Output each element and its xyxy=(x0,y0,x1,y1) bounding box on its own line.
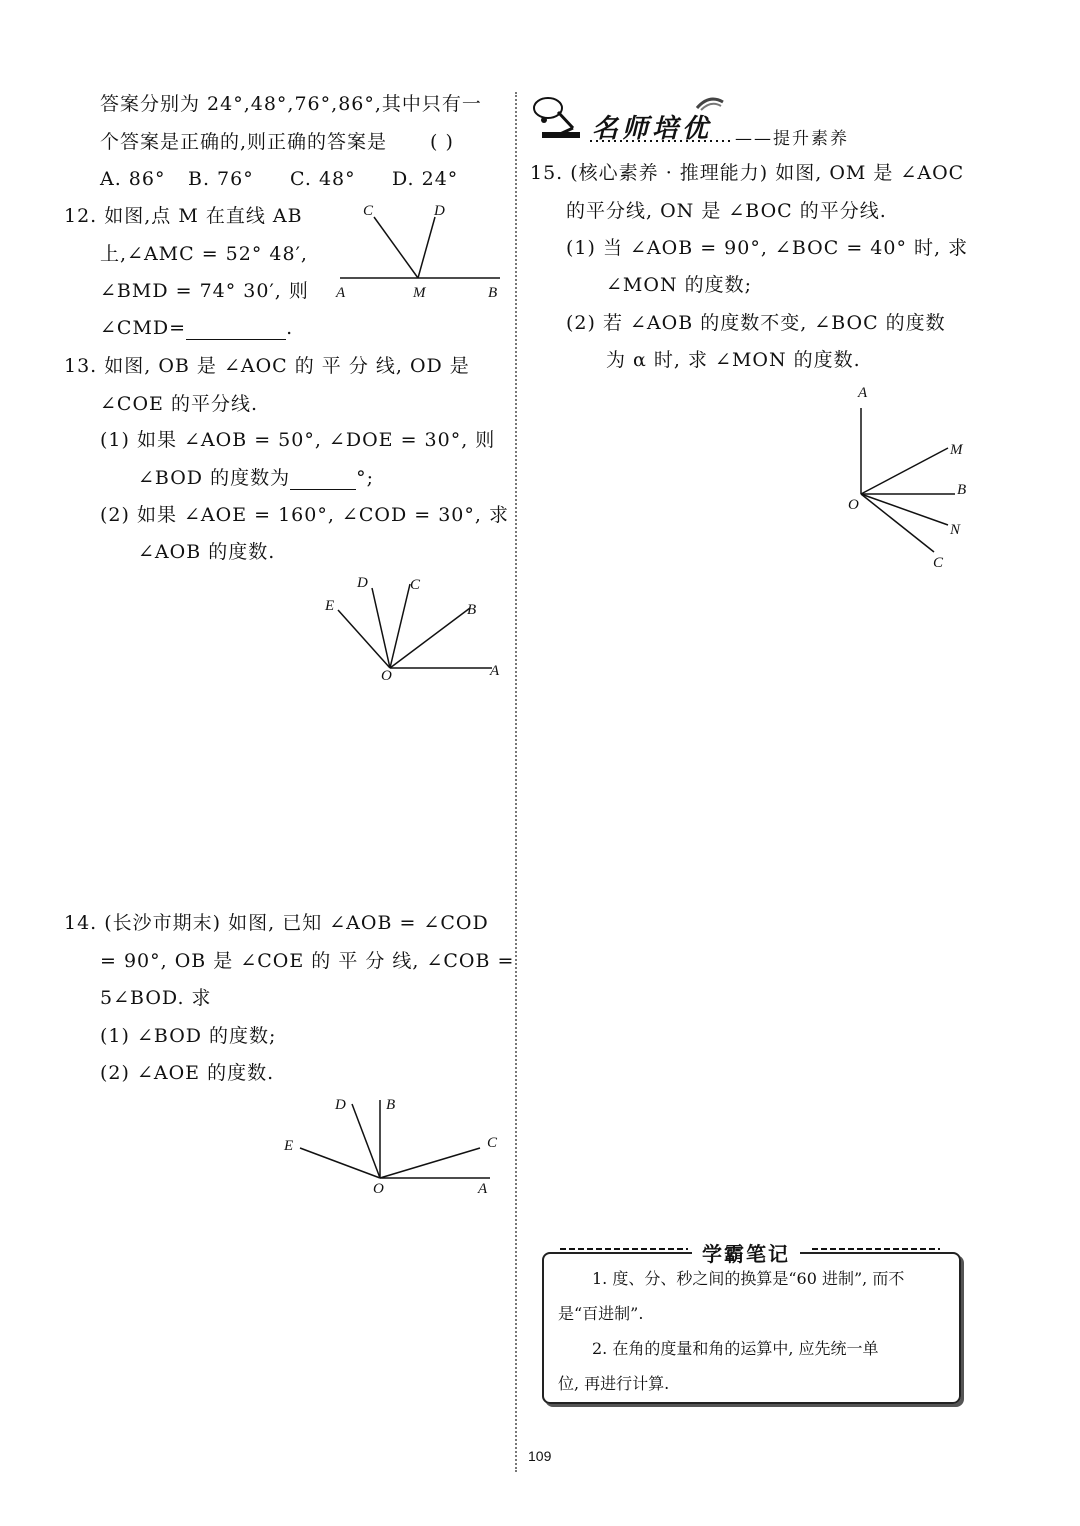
q15-ray-on xyxy=(861,494,948,525)
q12-line3: ∠BMD = 74° 30′, 则 xyxy=(100,280,309,302)
q11-option-c: C. 48° xyxy=(290,168,356,190)
notes-title: 学霸笔记 xyxy=(692,1238,800,1267)
q13-line4-text: ∠BOD 的度数为 xyxy=(138,467,291,489)
q15-line5: (2) 若 ∠AOB 的度数不变, ∠BOC 的度数 xyxy=(566,312,946,334)
q12-label-b: B xyxy=(488,285,498,301)
q14-line1: 14. (长沙市期末) 如图, 已知 ∠AOB = ∠COD xyxy=(64,912,489,934)
q12-label-d: D xyxy=(434,203,445,219)
notes-point1-line1: 1. 度、分、秒之间的换算是“60 进制”, 而不 xyxy=(592,1269,905,1288)
title-dots xyxy=(590,138,732,144)
q13-line2: ∠COE 的平分线. xyxy=(100,393,258,415)
q15-line1: 15. (核心素养 · 推理能力) 如图, OM 是 ∠AOC xyxy=(530,162,965,184)
notes-title-rule xyxy=(560,1246,940,1252)
q14-label-a: A xyxy=(478,1181,488,1197)
q15-line3: (1) 当 ∠AOB = 90°, ∠BOC = 40° 时, 求 xyxy=(566,237,969,259)
q15-label-n: N xyxy=(950,522,961,538)
section-title: 名师培优 xyxy=(592,114,713,144)
q11-option-b: B. 76° xyxy=(188,168,254,190)
q15-line6: 为 α 时, 求 ∠MON 的度数. xyxy=(606,349,861,371)
q14-label-c: C xyxy=(487,1135,498,1151)
q12-ray-md xyxy=(418,217,435,278)
q15-ray-oc xyxy=(861,494,934,552)
q15-line4: ∠MON 的度数; xyxy=(606,274,753,296)
q12-line4-text: ∠CMD= xyxy=(100,317,187,339)
q15-figure xyxy=(840,390,980,570)
q13-line5: (2) 如果 ∠AOE = 160°, ∠COD = 30°, 求 xyxy=(100,504,509,526)
q13-label-d: D xyxy=(357,575,368,591)
q12-label-c: C xyxy=(363,203,374,219)
q12-line2: 上,∠AMC = 52° 48′, xyxy=(100,243,308,265)
q12-line4 xyxy=(100,316,293,340)
q11-answer-paren: ( ) xyxy=(430,131,454,153)
q15-label-a: A xyxy=(858,385,868,401)
q11-option-d: D. 24° xyxy=(392,168,459,190)
q13-line6: ∠AOB 的度数. xyxy=(138,541,276,563)
q15-line2: 的平分线, ON 是 ∠BOC 的平分线. xyxy=(566,200,887,222)
q14-label-b: B xyxy=(386,1097,396,1113)
q14-label-o: O xyxy=(373,1181,384,1197)
notes-point2-line2: 位, 再进行计算. xyxy=(558,1374,670,1393)
q12-answer-blank[interactable] xyxy=(186,319,286,340)
q14-line5: (2) ∠AOE 的度数. xyxy=(100,1062,275,1084)
q15-label-b: B xyxy=(957,482,967,498)
q13-label-e: E xyxy=(325,598,335,614)
q14-line3: 5∠BOD. 求 xyxy=(100,987,212,1009)
page-number: 109 xyxy=(528,1448,552,1464)
q13-line4-end: °; xyxy=(356,467,374,489)
lamp-icon xyxy=(528,90,590,140)
q13-ray-oe xyxy=(338,610,390,668)
wave-icon xyxy=(695,94,725,112)
q14-line2: = 90°, OB 是 ∠COE 的 平 分 线, ∠COB = xyxy=(100,950,515,972)
q15-ray-om xyxy=(861,448,948,494)
q13-line3: (1) 如果 ∠AOB = 50°, ∠DOE = 30°, 则 xyxy=(100,429,496,451)
q14-label-e: E xyxy=(284,1138,294,1154)
q14-ray-oc xyxy=(380,1148,480,1178)
q15-label-o: O xyxy=(848,497,859,513)
q14-label-d: D xyxy=(335,1097,346,1113)
q15-label-c: C xyxy=(933,555,944,571)
q13-line4 xyxy=(138,466,374,490)
section-subtitle: ——提升素养 xyxy=(735,129,849,149)
q11-option-a: A. 86° xyxy=(100,168,166,190)
q13-line1: 13. 如图, OB 是 ∠AOC 的 平 分 线, OD 是 xyxy=(64,355,470,377)
q14-ray-od xyxy=(352,1104,380,1178)
column-divider xyxy=(515,92,517,1472)
q12-label-m: M xyxy=(413,285,426,301)
q13-label-o: O xyxy=(381,668,392,684)
q12-label-a: A xyxy=(336,285,346,301)
q12-line1: 12. 如图,点 M 在直线 AB xyxy=(64,205,303,227)
q15-label-m: M xyxy=(950,442,963,458)
q13-label-a: A xyxy=(490,663,500,679)
q11-line1: 答案分别为 24°,48°,76°,86°,其中只有一 xyxy=(100,93,482,115)
q11-line2: 个答案是正确的,则正确的答案是 xyxy=(100,131,388,153)
q13-label-c: C xyxy=(410,577,421,593)
q12-ray-mc xyxy=(374,217,418,278)
q14-line4: (1) ∠BOD 的度数; xyxy=(100,1025,277,1047)
q14-ray-oe xyxy=(300,1148,380,1178)
q12-line4-end: . xyxy=(286,317,294,339)
notes-point2-line1: 2. 在角的度量和角的运算中, 应先统一单 xyxy=(592,1339,879,1358)
q13-answer-blank[interactable] xyxy=(290,469,356,490)
notes-point1-line2: 是“百进制”. xyxy=(558,1304,644,1323)
q13-label-b: B xyxy=(467,602,477,618)
q13-ray-od xyxy=(372,588,390,668)
